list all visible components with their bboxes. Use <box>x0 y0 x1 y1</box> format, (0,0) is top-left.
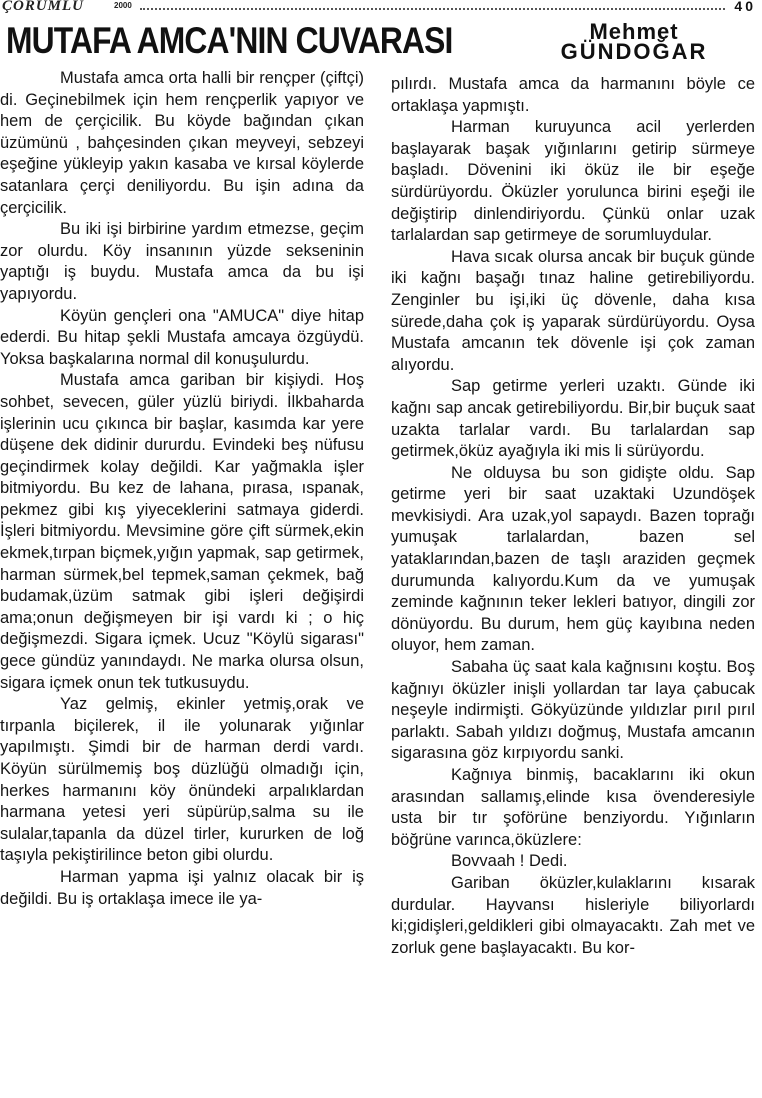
paragraph: Sabaha üç saat kala kağnısını koştu. Boş kağnıyı öküzler inişli yollardan tar laya çabucak neşeyle indirmişti. Gökyüzünde yıldızlar pırıl pırıl parlaktı. Sabah yıldızı doğmuş, Mustafa amcanın sigarasına göz kırpıyordu sanki. <box>391 658 755 763</box>
page-number: 40 <box>734 0 756 14</box>
paragraph: Ne olduysa bu son gidişte oldu. Sap getirme yeri bir saat uzaktaki Uzundöşek mevkisiydi. Ara uzak,yol sapaydı. Bazen toprağı yumuşak tarlalardan, bazen sel yataklarından,bazen de taşlı araziden geçmek durumunda kalıyordu.Kum da ve yumuşak zeminde kağnının teker lekleri batıyor, dingili zor dönüyordu. Bu durum, hem güç kayıbına neden oluyor, hem zaman. <box>391 463 755 655</box>
author-first-name: Mehmet <box>589 19 679 44</box>
right-column <box>391 74 755 959</box>
paragraph: Hava sıcak olursa ancak bir buçuk günde iki kağnı başağı tınaz haline getirebiliyordu. Zenginler bu işi,iki üç dövenle, daha kısa sürede,daha çok iş yaparak sürdürüyordu. Oysa Mustafa amcanın tek dövenle işi çok zaman alıyordu. <box>391 247 755 374</box>
paragraph: Yaz gelmiş, ekinler yetmiş,orak ve tırpanla biçilerek, il ile yolunarak yığınlar yapılmıştı. Şimdi bir de harman derdi vardı. Köyün sürülmemiş boş düzlüğü olmadığı için, herkes harmanını köy önündeki arpalıklardan harmana yetesi yeri süpürüp,salma su ile sulalar,tapanla da düzel tirler, kururken de loğ taşıyla pekiştirilince beton gibi olurdu. <box>0 695 364 865</box>
paragraph: Sap getirme yerleri uzaktı. Günde iki kağnı sap ancak getirebiliyordu. Bir,bir buçuk saat uzakta tarlalar vardı. Bu tarlalardan sap getirmek,öküz ayağıyla iki mis li sürüyordu. <box>391 377 755 461</box>
paragraph: Mustafa amca gariban bir kişiydi. Hoş sohbet, sevecen, güler yüzlü biriydi. İlkbaharda işlerinin ucu çıkınca bir başlar, kasımda kar yere düşene dek didinir dururdu. Evindeki beş nüfusu geçindirmek kolay değildi. Kar yağmakla işler bitmiyordu. Bu kez de lahana, pırasa, ıspanak, pekmez gibi kış yiyeceklerini satmaya giderdi. İşleri bitmiyordu. Mevsimine göre çift sürmek,ekin ekmek,tırpan biçmek,yığın yapmak, sap getirmek, harman sürmek,bel tepmek,saman çekmek, bağ budamak,üzüm satmak gibi işleri değişirdi ama;onun değişmeyen bir işi vardı ki ; o hiç değişmezdi. Sigara içmek. Ucuz "Köylü sigarası" gece gündüz yanındaydı. Ne marka olursa olsun, sigara içmek onun tek tutkusuydu. <box>0 371 364 692</box>
paragraph: Harman yapma işi yalnız olacak bir iş değildi. Bu iş ortaklaşa imece ile ya- <box>0 867 364 908</box>
page-header <box>0 0 762 16</box>
paragraph: Bovvaah ! Dedi. <box>451 852 568 871</box>
issue-year: 2000 <box>114 1 132 10</box>
masthead: ÇORUMLU <box>2 0 85 14</box>
paragraph: Kağnıya binmiş, bacaklarını iki okun arasından sallamış,elinde kısa övenderesiyle usta bir tır şoförüne benziyordu. Yığınların böğrüne varınca,öküzlere: <box>391 766 755 849</box>
paragraph: Harman kuruyunca acil yerlerden başlayarak başak yığınlarını getirip sürmeye başladı. Dövenini iki öküz ile bir eşeğe sürdürüyordu. Öküzler yorulunca birini eşeği ile değiştirip dinlendiriyordu. Çünkü onlar uzak tarlalardan sap getirmeye de sorumluydular. <box>391 118 755 245</box>
paragraph: Köyün gençleri ona "AMUCA" diye hitap ederdi. Bu hitap şekli Mustafa amcaya özgüydü. Yoksa başkalarına normal dil konuşulurdu. <box>0 306 364 368</box>
left-column <box>0 68 364 910</box>
article-title: MUTAFA AMCA'NIN CUVARASI <box>6 20 453 61</box>
header-rule <box>140 8 725 10</box>
author-byline <box>510 19 758 64</box>
paragraph: Mustafa amca orta halli bir rençper (çiftçi) di. Geçinebilmek için hem rençperlik yapıyor ve hem de çerçicilik. Bu köyde bağından çıkan üzümünü , bahçesinden çıkan meyveyi, sebzeyi eşeğine yükleyip yakın kasaba ve kırsal köylerde satanlara çerçi deniliyordu. Bu işin adına da çerçicilik. <box>0 69 364 217</box>
author-last-name: GÜNDOĞAR <box>560 39 708 64</box>
paragraph: pılırdı. Mustafa amca da harmanını böyle ce ortaklaşa yapmıştı. <box>391 75 755 115</box>
paragraph: Bu iki işi birbirine yardım etmezse, geçim zor olurdu. Köy insanının yüzde sekseninin yaptığı iş buydu. Mustafa amca da bu işi yapıyordu. <box>0 220 364 303</box>
paragraph: Gariban öküzler,kulaklarını kısarak durdular. Hayvansı hisleriyle biliyorlardı ki;gidişleri,geldikleri gibi olmayacaktı. Zah met ve zorluk gene başlayacaktı. Bu kor- <box>391 873 755 957</box>
